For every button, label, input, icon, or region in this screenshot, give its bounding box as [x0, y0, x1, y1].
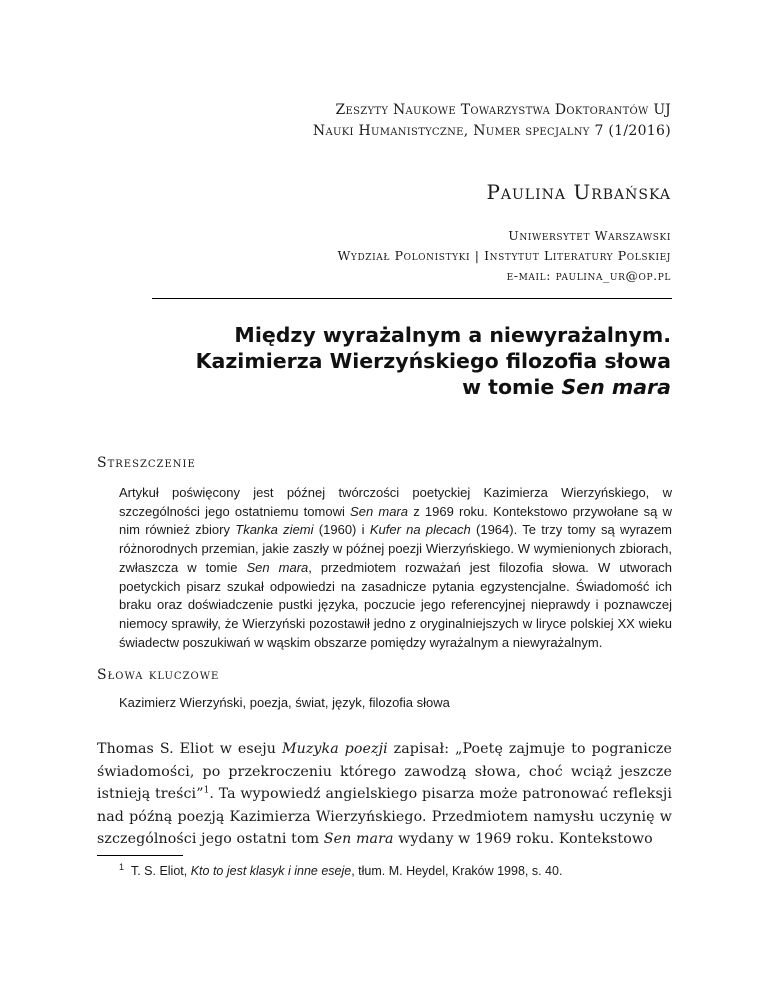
title-line-2: Kazimierza Wierzyńskiego filozofia słowa	[195, 349, 671, 373]
keywords-heading: Słowa kluczowe	[97, 667, 220, 683]
author-affiliation	[337, 226, 671, 286]
header-divider	[152, 298, 672, 299]
footnote-part: , tłum. M. Heydel, Kraków 1998, s. 40.	[351, 864, 563, 878]
footnote-italic: Kto to jest klasyk i inne eseje	[190, 864, 352, 878]
abstract-italic: Kufer na plecach	[369, 522, 471, 538]
body-part: Thomas S. Eliot w eseju	[97, 741, 282, 757]
faculty: Wydział Polonistyki | Instytut Literatury Polskiej	[337, 248, 671, 263]
body-part: wydany w 1969 roku. Kontekstowo	[393, 831, 653, 848]
author-email: e-mail: paulina_ur@op.pl	[506, 268, 671, 283]
body-italic: Sen mara	[323, 831, 394, 848]
footnote	[119, 861, 563, 878]
journal-header	[313, 100, 671, 142]
abstract-italic: Sen mara	[246, 559, 309, 575]
title-line-3-text: w tomie	[462, 375, 562, 399]
body-part: . Ta wypowiedź angielskiego pisarza może patronować refleksji nad późną poezją Kazimierza Wierzyńskiego. Przedmiotem namysłu uczynię w szczególności jego ostatni tom	[97, 786, 672, 848]
abstract-part: Artykuł poświęcony jest późnej twórczości poetyckiej Kazimierza Wierzyńskiego, w szczególności jego ostatniemu tomowi	[119, 485, 672, 519]
journal-issue: Nauki Humanistyczne, Numer specjalny 7 (1/2016)	[312, 123, 671, 139]
author-name: Paulina Urbańska	[486, 180, 671, 204]
body-part: zapisał: „Poetę zajmuje to pogranicze świadomości, po przekroczeniu którego zawodzą słowa, choć wciąż jeszcze istnieją treści”	[97, 741, 673, 803]
university: Uniwersytet Warszawski	[508, 228, 671, 243]
abstract-part: , przedmiotem rozważań jest filozofia słowa. W utworach poetyckich pisarz szukał odpowiedzi na zasadnicze pytania egzystencjalne. Świadomość ich braku oraz doświadczenie pustki języka, poczucie jego referencyjnej nieprawdy i poznawczej niemocy sprawiły, że Wierzyński pozostawił jedno z oryginalniejszych w liryce polskiej XX wieku świadectw poszukiwań w wąskim obszarze pomiędzy wyrażalnym a niewyrażalnym.	[119, 559, 672, 650]
abstract-part: (1964). Te trzy tomy są wyrazem różnorodnych przemian, jakie zaszły w późnej poezji Wierzyńskiego. W wymienionych zbiorach, zwłaszcza w tomie	[119, 522, 672, 575]
article-title	[196, 322, 671, 400]
footnote-divider	[97, 855, 183, 856]
body-paragraph	[97, 738, 672, 851]
title-line-3	[196, 374, 671, 400]
journal-name: Zeszyty Naukowe Towarzystwa Doktorantów UJ	[335, 102, 671, 118]
footnote-part: T. S. Eliot,	[130, 864, 191, 878]
abstract-part: z 1969 roku. Kontekstowo przywołane są w nim również zbiory	[119, 503, 672, 538]
abstract-heading: Streszczenie	[97, 455, 196, 471]
abstract-part: (1960) i	[313, 522, 370, 538]
abstract-italic: Sen mara	[350, 503, 408, 519]
abstract-text	[119, 484, 672, 652]
footnote-reference[interactable]: 1	[203, 785, 210, 796]
abstract-italic: Tkanka ziemi	[235, 522, 314, 538]
title-italic: Sen mara	[561, 375, 671, 399]
body-italic: Muzyka poezji	[281, 741, 388, 757]
keywords-text: Kazimierz Wierzyński, poezja, świat, język, filozofia słowa	[119, 695, 450, 710]
title-line-1: Między wyrażalnym a niewyrażalnym.	[234, 323, 671, 347]
footnote-number: 1	[119, 861, 125, 872]
